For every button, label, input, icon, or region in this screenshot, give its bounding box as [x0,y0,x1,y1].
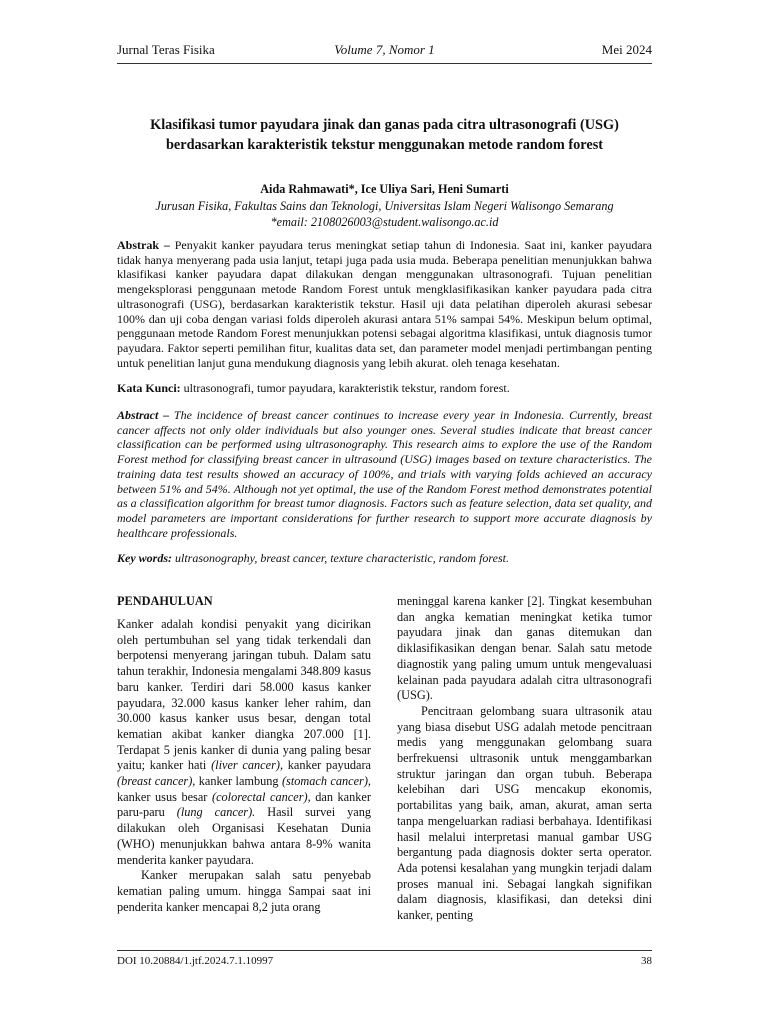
footer-divider [117,950,652,951]
email: *email: 2108026003@student.walisongo.ac.id [270,215,499,229]
abstract-en-label: Abstract – [117,408,170,422]
title-line-1: Klasifikasi tumor payudara jinak dan ganas pada citra ultrasonografi (USG) [150,117,619,133]
keywords-text: ultrasonografi, tumor payudara, karakteristik tekstur, random forest. [183,381,510,395]
paragraph-text: Kanker adalah kondisi penyakit yang dicirikan oleh pertumbuhan sel yang tidak terkendali dan berpotensi menyerang jaringan tubuh. Dalam satu tahun terakhir, Indonesia mengalami 348.809 kasus baru kanker. Terdiri dari 58.000 kasus kanker payudara, 32.000 kasus kanker leher rahim, dan 30.000 kasus kanker usus besar, dengan total kematian akibat kanker diangka 207.000 [1]. Terdapat 5 jenis kanker di dunia yang paling besar yaitu; kanker hati [117,617,371,773]
term-lung-cancer: (lung cancer). [176,805,256,820]
section-heading: PENDAHULUAN [117,594,213,608]
keywords-english [117,551,652,566]
paragraph: Pencitraan gelombang suara ultrasonik atau yang biasa disebut USG adalah metode pencitraan medis yang menggunakan gelombang suara berfrekuensi ultrasonik untuk menggambarkan struktur jaringan dan organ tubuh. Beberapa kelebihan dari USG mencakup ekonomis, portabilitas yang baik, aman, akurat, aman serta tanpa mengeluarkan radiasi berbahaya. Identifikasi hasil melalui interpretasi manual gambar USG bergantung pada diagnosis dokter serta operator. Ada potensi kesalahan yang mungkin terjadi dalam proses manual ini. Sebagai langkah signifikan dalam diagnosis, klasifikasi, dan deteksi dini kanker, penting [397,703,652,923]
journal-name: Jurnal Teras Fisika [117,42,215,57]
abstract-text: Penyakit kanker payudara terus meningkat setiap tahun di Indonesia. Saat ini, kanker payudara tidak hanya menyerang pada usia lanjut, tetapi juga pada usia muda. Beberapa penelitian menunjukkan bahwa klasifikasi kanker payudara dapat dilakukan dengan menggunakan ultrasonografi. Tujuan penelitian mengeksplorasi penggunaan metode Random Forest untuk mengklasifikasikan kanker payudara pada citra ultrasonografi (USG), berdasarkan karakteristik tekstur. Hasil uji data pelatihan diperoleh akurasi sebesar 100% dan uji coba dengan variasi folds diperoleh akurasi antara 51% sampai 54%. Meskipun belum optimal, penggunaan metode Random Forest menunjukkan potensi sebagai algoritma klasifikasi, untuk diagnosis tumor payudara. Faktor seperti pemilihan fitur, kualitas data set, dan parameter model menjadi pertimbangan penting untuk penelitian lanjut guna mendukung diagnosis yang lebih akurat. oleh tenaga kesehatan. [117,238,653,370]
paragraph-text: Hasil survei yang dilakukan oleh Organisasi Kesehatan Dunia (WHO) menunjukkan bahwa antara 8-9% wanita menderita kanker payudara. [117,805,371,867]
paragraph-text: kanker usus besar [117,789,208,804]
term-stomach-cancer: (stomach cancer), [281,774,371,789]
page-number: 38 [641,955,652,967]
paragraph-text: kanker lambung [195,774,279,789]
paragraph-text: dan kanker paru-paru [117,789,371,820]
keywords-en-text: ultrasonography, breast cancer, texture characteristic, random forest. [175,551,509,565]
keywords-label: Kata Kunci: [117,381,181,395]
affiliation-block [117,198,652,230]
abstract-indonesian [117,238,652,370]
term-breast-cancer: (breast cancer), [117,774,196,789]
doi: DOI 10.20884/1.jtf.2024.7.1.10997 [117,955,274,967]
right-column [397,594,652,924]
title-line-2: berdasarkan karakteristik tekstur menggunakan metode random forest [165,137,604,153]
paragraph-text: kanker payudara [283,758,371,773]
paragraph [117,617,371,868]
term-colorectal-cancer: (colorectal cancer), [211,789,311,804]
abstract-en-text: The incidence of breast cancer continues to increase every year in Indonesia. Currently, breast cancer affects not only older individuals but also younger ones. Several studies indicate that breast cancer classification can be performed using ultrasonography. This research aims to explore the use of the Random Forest method for classifying breast cancer in ultrasound (USG) images based on texture characteristics. The training data test results showed an accuracy of 100%, and trials with varying folds achieved an accuracy between 51% and 54%. Although not yet optimal, the use of the Random Forest method demonstrates potential as a classification algorithm for breast tumor diagnosis. Factors such as feature selection, data set quality, and model parameters are important considerations for further research to support more accurate diagnosis by healthcare professionals. [117,408,653,540]
paragraph: Kanker merupakan salah satu penyebab kematian paling umum. hingga Sampai saat ini penderita kanker mencapai 8,2 juta orang [117,868,371,914]
abstract-english [117,408,652,540]
left-column [117,617,371,915]
header-divider [117,63,652,64]
issue-date: Mei 2024 [601,42,652,57]
keywords-indonesian [117,381,652,396]
volume-info: Volume 7, Nomor 1 [334,42,435,57]
paragraph: meninggal karena kanker [2]. Tingkat kesembuhan dan angka kematian meningkat ketika tumor payudara jinak dan ganas ditemukan dan diklasifikasikan dengan benar. Salah satu metode diagnostik yang paling umum untuk mengevaluasi kelainan pada payudara adalah citra ultrasonografi (USG). [397,594,652,703]
keywords-en-label: Key words: [117,551,172,565]
abstract-label: Abstrak – [117,238,170,252]
paper-title [117,115,652,155]
authors: Aida Rahmawati*, Ice Uliya Sari, Heni Sumarti [260,182,509,196]
term-liver-cancer: (liver cancer), [211,758,284,773]
affiliation: Jurusan Fisika, Fakultas Sains dan Teknologi, Universitas Islam Negeri Walisongo Semarang [155,199,614,213]
